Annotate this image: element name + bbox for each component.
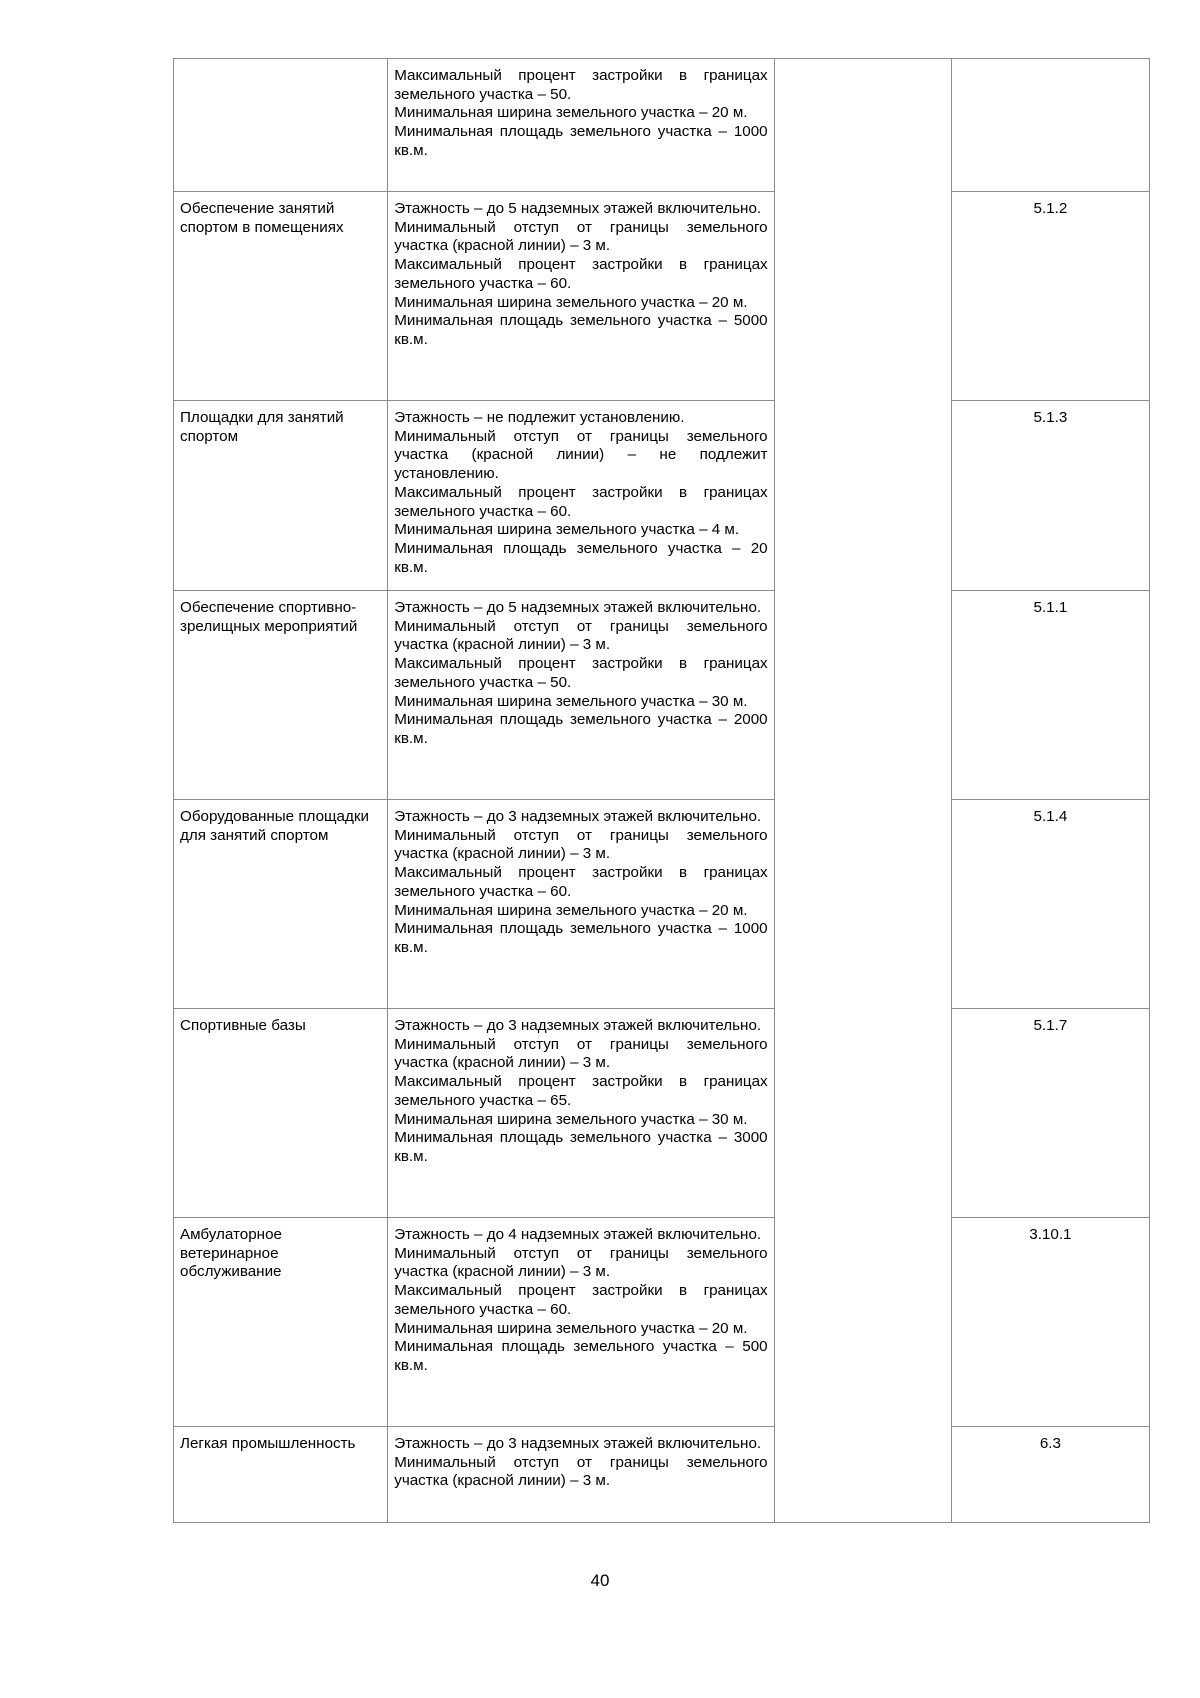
parameter-line: Минимальная площадь земельного участка – 20 кв.м. [394, 539, 768, 576]
classifier-code-cell: 5.1.7 [951, 1009, 1149, 1218]
parameter-line: Максимальный процент застройки в границах земельного участка – 60. [394, 864, 768, 900]
parameter-line: Минимальная ширина земельного участка – 20 м. [394, 104, 748, 122]
parameter-line: Этажность – до 3 надземных этажей включительно. [394, 808, 762, 825]
parameter-line: Максимальный процент застройки в границах земельного участка – 50. [394, 655, 768, 691]
classifier-code-cell: 3.10.1 [951, 1218, 1149, 1427]
parameter-line: Этажность – до 5 надземных этажей включительно. [394, 599, 762, 616]
parameters-cell [388, 1218, 774, 1427]
parameter-line: Минимальная площадь земельного участка – 2000 кв.м. [394, 711, 768, 747]
parameter-line: Минимальная площадь земельного участка – 1000 кв.м. [394, 920, 768, 956]
zoning-regulations-table [173, 58, 1150, 1523]
parameter-line: Минимальная площадь земельного участка – 3000 кв.м. [394, 1129, 768, 1165]
table-row [174, 59, 1150, 192]
table-row [174, 1009, 1150, 1218]
table-row [174, 591, 1150, 800]
table-row [174, 192, 1150, 401]
parameter-line: Минимальный отступ от границы земельного участка (красной линии) – 3 м. [394, 826, 768, 863]
parameter-line: Минимальная ширина земельного участка – 20 м. [394, 1319, 748, 1337]
land-use-name-cell: Обеспечение занятий спортом в помещениях [174, 192, 388, 401]
land-use-name-cell: Спортивные базы [174, 1009, 388, 1218]
parameter-line: Минимальная площадь земельного участка – 5000 кв.м. [394, 312, 768, 348]
parameter-line: Максимальный процент застройки в границах земельного участка – 65. [394, 1073, 768, 1109]
classifier-code-cell: 5.1.4 [951, 800, 1149, 1009]
classifier-code-cell: 5.1.3 [951, 401, 1149, 591]
parameter-line: Минимальный отступ от границы земельного участка (красной линии) – 3 м. [394, 617, 768, 654]
parameter-line: Этажность – до 3 надземных этажей включительно. [394, 1435, 762, 1452]
table-row [174, 401, 1150, 591]
parameter-line: Минимальная ширина земельного участка – 30 м. [394, 1110, 748, 1128]
table-row [174, 800, 1150, 1009]
parameter-line: Минимальная площадь земельного участка – 1000 кв.м. [394, 123, 768, 159]
classifier-code-cell: 6.3 [951, 1427, 1149, 1523]
parameter-line: Этажность – до 3 надземных этажей включительно. [394, 1017, 762, 1034]
parameter-line: Минимальный отступ от границы земельного участка (красной линии) – 3 м. [394, 1035, 768, 1072]
parameter-line: Максимальный процент застройки в границах земельного участка – 60. [394, 1282, 768, 1318]
parameter-line: Минимальная ширина земельного участка – 20 м. [394, 901, 748, 919]
land-use-name-cell: Обеспечение спортивно-зрелищных мероприятий [174, 591, 388, 800]
land-use-name-cell: Амбулаторное ветеринарное обслуживание [174, 1218, 388, 1427]
parameter-line: Минимальный отступ от границы земельного участка (красной линии) – 3 м. [394, 1453, 768, 1490]
parameter-line: Минимальный отступ от границы земельного участка (красной линии) – не подлежит установлению. [394, 427, 768, 483]
table-row [174, 1427, 1150, 1523]
parameter-line: Этажность – не подлежит установлению. [394, 409, 685, 426]
classifier-code-cell: 5.1.1 [951, 591, 1149, 800]
parameter-line: Минимальный отступ от границы земельного участка (красной линии) – 3 м. [394, 1244, 768, 1281]
parameter-line: Этажность – до 4 надземных этажей включительно. [394, 1226, 762, 1243]
land-use-name-cell [174, 59, 388, 192]
page-number: 40 [590, 1571, 610, 1590]
restrictions-cell [774, 59, 951, 1523]
parameters-cell [388, 59, 774, 192]
parameters-cell [388, 800, 774, 1009]
parameter-line: Этажность – до 5 надземных этажей включительно. [394, 200, 762, 217]
parameter-line: Максимальный процент застройки в границах земельного участка – 60. [394, 483, 768, 520]
parameters-cell [388, 192, 774, 401]
parameter-line: Минимальная ширина земельного участка – 30 м. [394, 692, 748, 710]
parameters-cell [388, 591, 774, 800]
land-use-name-cell: Оборудованные площадки для занятий спортом [174, 800, 388, 1009]
parameter-line: Максимальный процент застройки в границах земельного участка – 50. [394, 67, 768, 103]
parameter-line: Минимальная площадь земельного участка – 500 кв.м. [394, 1338, 768, 1374]
classifier-code-cell: 5.1.2 [951, 192, 1149, 401]
land-use-name-cell: Легкая промышленность [174, 1427, 388, 1523]
land-use-name-cell: Площадки для занятий спортом [174, 401, 388, 591]
parameter-line: Максимальный процент застройки в границах земельного участка – 60. [394, 256, 768, 292]
parameter-line: Минимальный отступ от границы земельного участка (красной линии) – 3 м. [394, 218, 768, 255]
parameters-cell [388, 1427, 774, 1523]
parameters-cell [388, 1009, 774, 1218]
table-row [174, 1218, 1150, 1427]
parameters-cell [388, 401, 774, 591]
parameter-line: Минимальная ширина земельного участка – 4 м. [394, 521, 740, 539]
classifier-code-cell [951, 59, 1149, 192]
parameter-line: Минимальная ширина земельного участка – 20 м. [394, 293, 748, 311]
